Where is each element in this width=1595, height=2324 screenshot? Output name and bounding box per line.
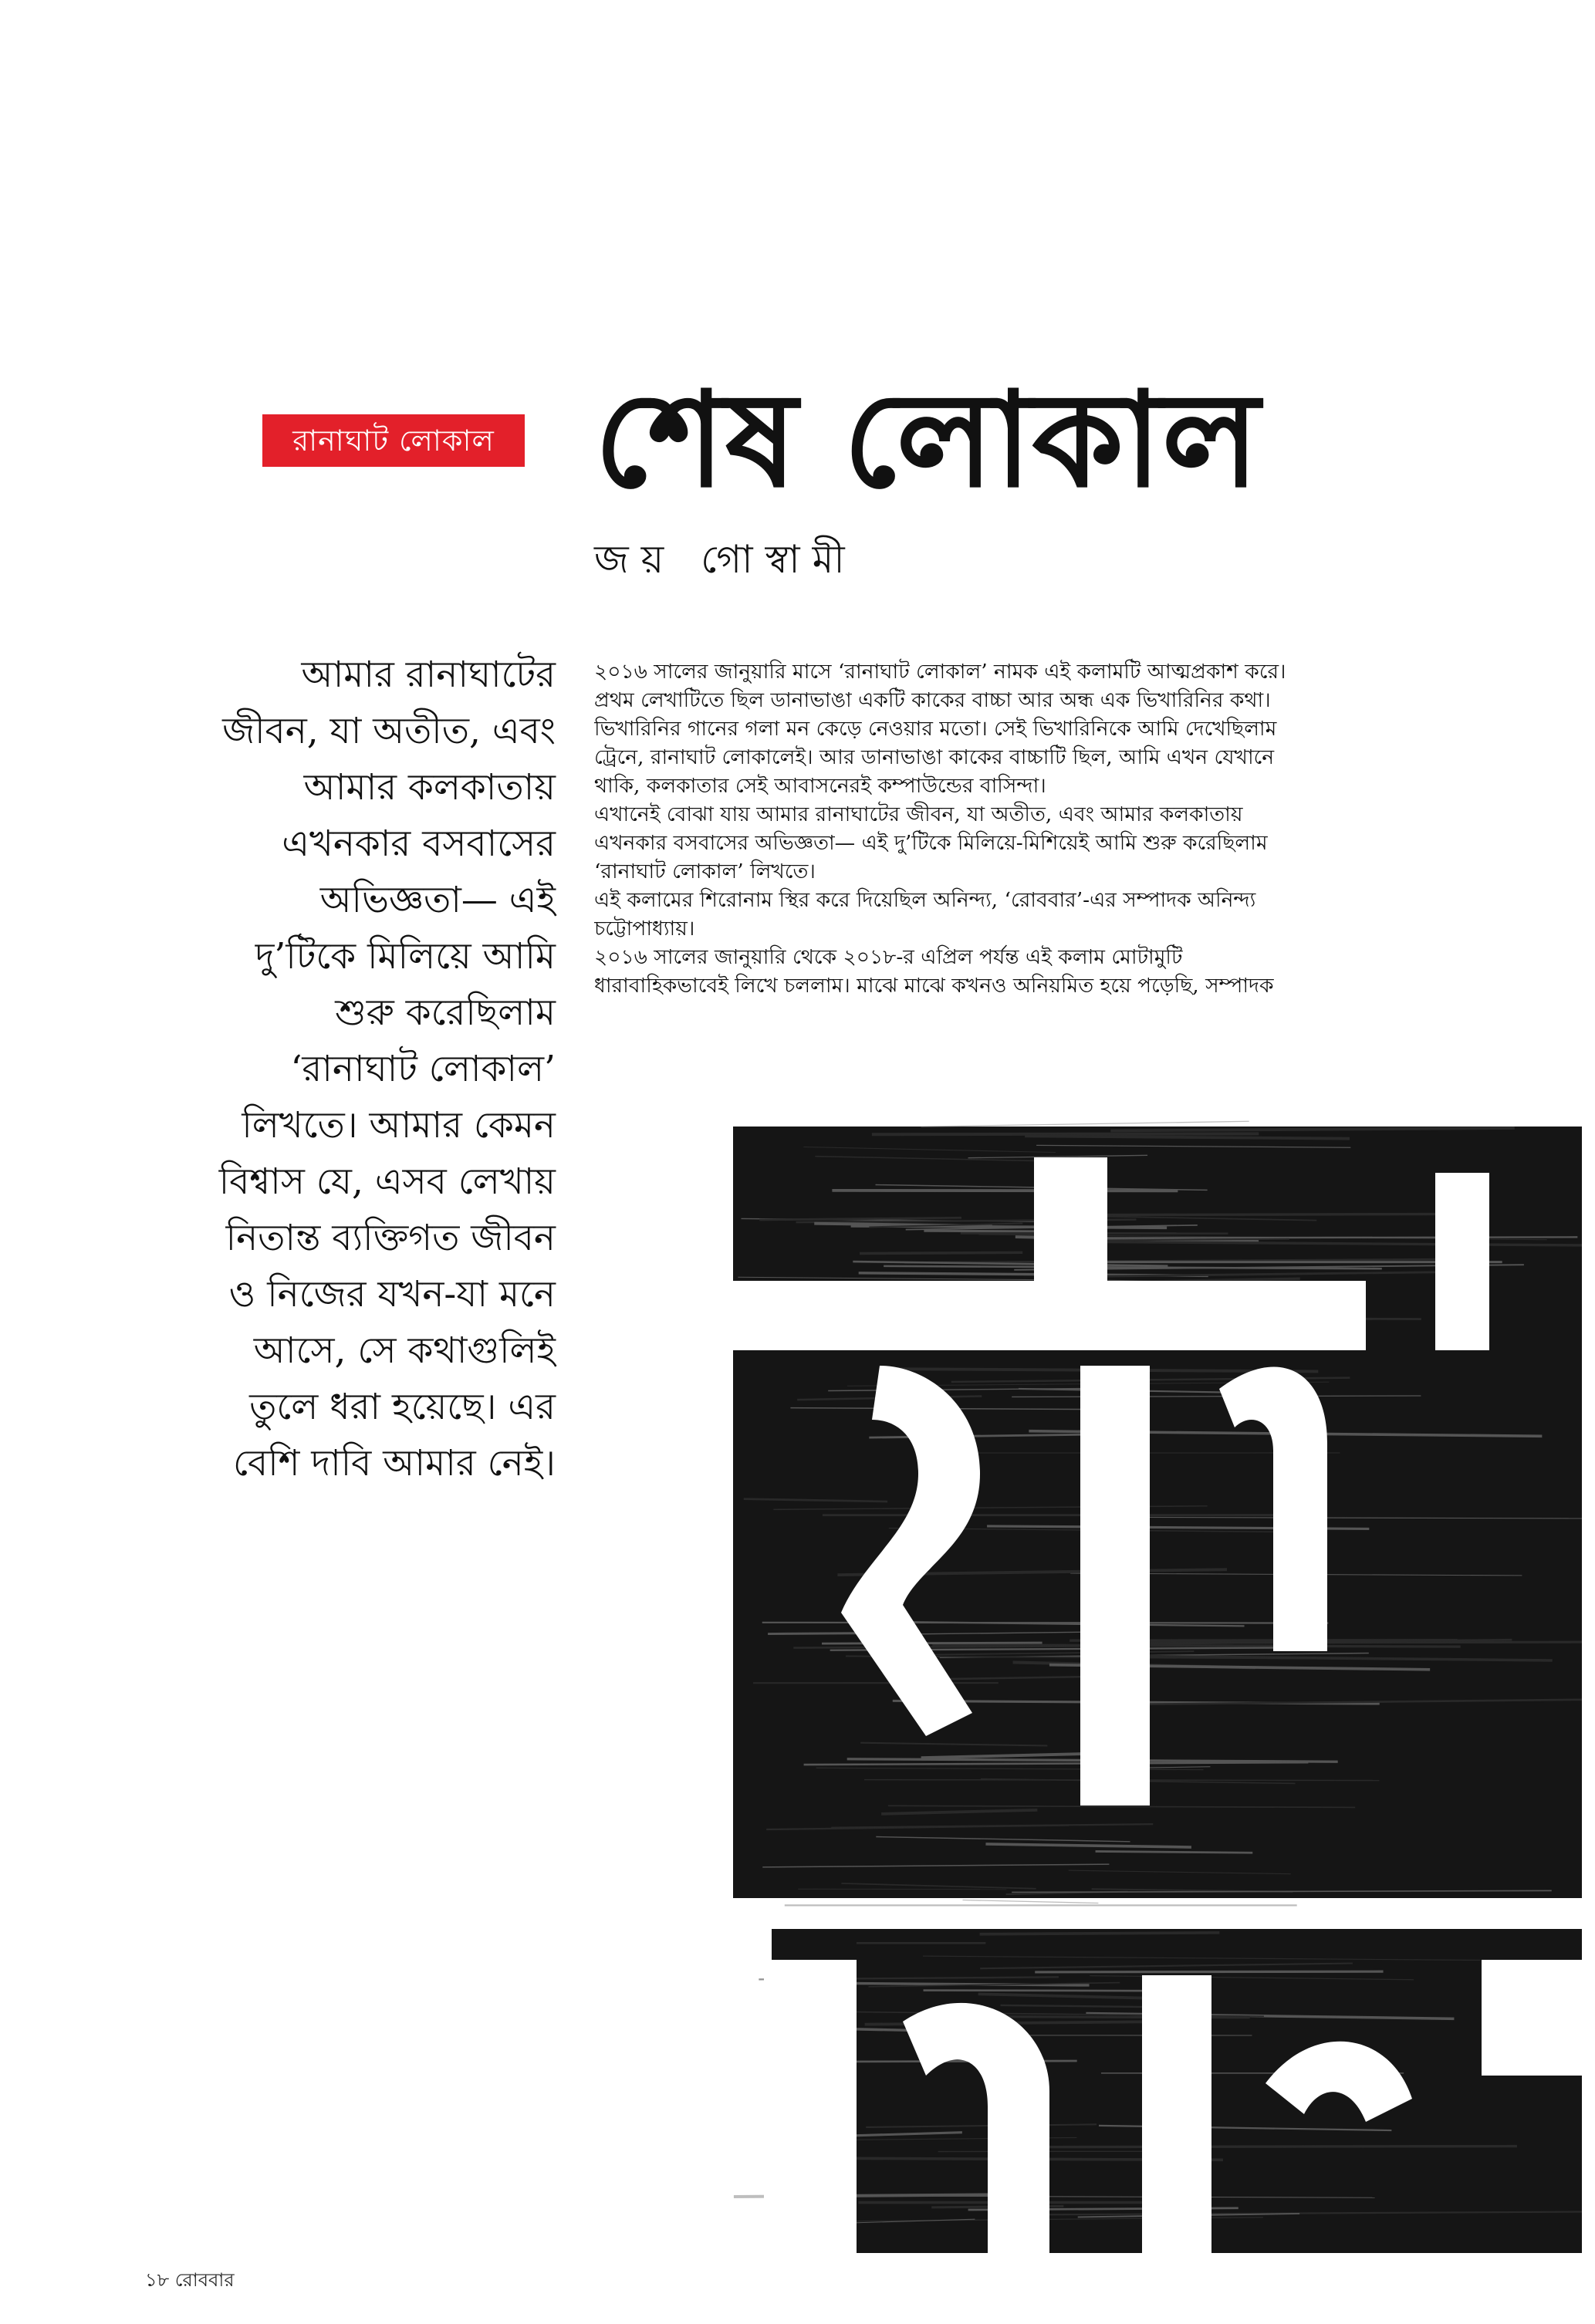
grain-streak bbox=[980, 1933, 1220, 1934]
pull-quote-line: ‘রানাঘাট লোকাল’ bbox=[290, 1048, 556, 1090]
pull-quote-line: জীবন, যা অতীত, এবং bbox=[222, 710, 556, 752]
grain-streak bbox=[1034, 1237, 1578, 1238]
grain-streak bbox=[1096, 1851, 1253, 1853]
pull-quote-line: তুলে ধরা হয়েছে। এর bbox=[249, 1386, 556, 1428]
body-line: ভিখারিনির গানের গলা মন কেড়ে নেওয়ার মতো। সেই ভিখারিনিকে আমি দেখেছিলাম bbox=[594, 717, 1277, 741]
body-line: চট্টোপাধ্যায়। bbox=[594, 917, 695, 941]
page-number: ১৮ bbox=[145, 2269, 170, 2291]
body-line: এই কলামের শিরোনাম স্থির করে দিয়েছিল অনিন্দ্য, ‘রোববার’-এর সম্পাদক অনিন্দ্য bbox=[594, 888, 1256, 912]
section-tag: রানাঘাট লোকাল bbox=[262, 414, 525, 467]
woodcut-artwork bbox=[648, 1111, 1582, 2253]
grain-streak bbox=[860, 1252, 1022, 1253]
body-line: ট্রেনে, রানাঘাট লোকালেই। আর ডানাভাঙা কাকের বাচ্চাটি ছিল, আমি এখন যেখানে bbox=[594, 745, 1275, 769]
article-body bbox=[594, 657, 1428, 1000]
pull-quote bbox=[139, 647, 556, 1491]
byline: জয় গোস্বামী bbox=[594, 537, 857, 582]
magazine-name: রোববার bbox=[174, 2269, 235, 2291]
pull-quote-line: আমার কলকাতায় bbox=[303, 766, 556, 809]
grain-streak bbox=[1006, 2017, 1250, 2018]
pull-quote-line: আমার রানাঘাটের bbox=[301, 654, 556, 696]
grain-streak bbox=[921, 1121, 1249, 1127]
body-line: এখানেই বোঝা যায় আমার রানাঘাটের জীবন, যা অতীত, এবং আমার কলকাতায় bbox=[594, 802, 1243, 826]
pull-quote-line: বেশি দাবি আমার নেই। bbox=[232, 1442, 556, 1485]
pull-quote-line: লিখতে। আমার কেমন bbox=[242, 1104, 556, 1147]
body-line: প্রথম লেখাটিতে ছিল ডানাভাঙা একটি কাকের বাচ্চা আর অন্ধ এক ভিখারিনির কথা। bbox=[594, 688, 1271, 712]
pull-quote-line: আসে, সে কথাগুলিই bbox=[253, 1329, 556, 1372]
grain-streak bbox=[962, 1900, 1098, 1903]
pull-quote-line: অভিজ্ঞতা— এই bbox=[319, 879, 556, 921]
body-line: থাকি, কলকাতার সেই আবাসনেরই কম্পাউন্ডের বাসিন্দা। bbox=[594, 774, 1046, 798]
grain-streak bbox=[1035, 1971, 1383, 1972]
pull-quote-line: দু’টিকে মিলিয়ে আমি bbox=[255, 935, 556, 978]
body-line: ২০১৬ সালের জানুয়ারি মাসে ‘রানাঘাট লোকাল’ নামক এই কলামটি আত্মপ্রকাশ করে। bbox=[594, 660, 1286, 684]
body-line: ‘রানাঘাট লোকাল’ লিখতে। bbox=[594, 860, 816, 883]
grain-streak bbox=[872, 1133, 1259, 1134]
pull-quote-line: ও নিজের যখন-যা মনে bbox=[228, 1273, 556, 1316]
page-footer bbox=[145, 2265, 377, 2295]
pull-quote-line: শুরু করেছিলাম bbox=[335, 991, 556, 1034]
body-line: এখনকার বসবাসের অভিজ্ঞতা— এই দু’টিকে মিলিয়ে-মিশিয়েই আমি শুরু করেছিলাম bbox=[594, 831, 1268, 855]
body-line: ধারাবাহিকভাবেই লিখে চললাম। মাঝে মাঝে কখনও অনিয়মিত হয়ে পড়েছি, সম্পাদক bbox=[594, 974, 1274, 998]
headline: শেষ লোকাল bbox=[594, 363, 1260, 517]
pull-quote-line: নিতান্ত ব্যক্তিগত জীবন bbox=[225, 1217, 556, 1259]
pull-quote-line: এখনকার বসবাসের bbox=[282, 823, 556, 865]
woodcut-illustration bbox=[648, 1111, 1582, 2253]
body-line: ২০১৬ সালের জানুয়ারি থেকে ২০১৮-র এপ্রিল পর্যন্ত এই কলাম মোটামুটি bbox=[594, 945, 1183, 969]
pull-quote-line: বিশ্বাস যে, এসব লেখায় bbox=[218, 1160, 556, 1203]
